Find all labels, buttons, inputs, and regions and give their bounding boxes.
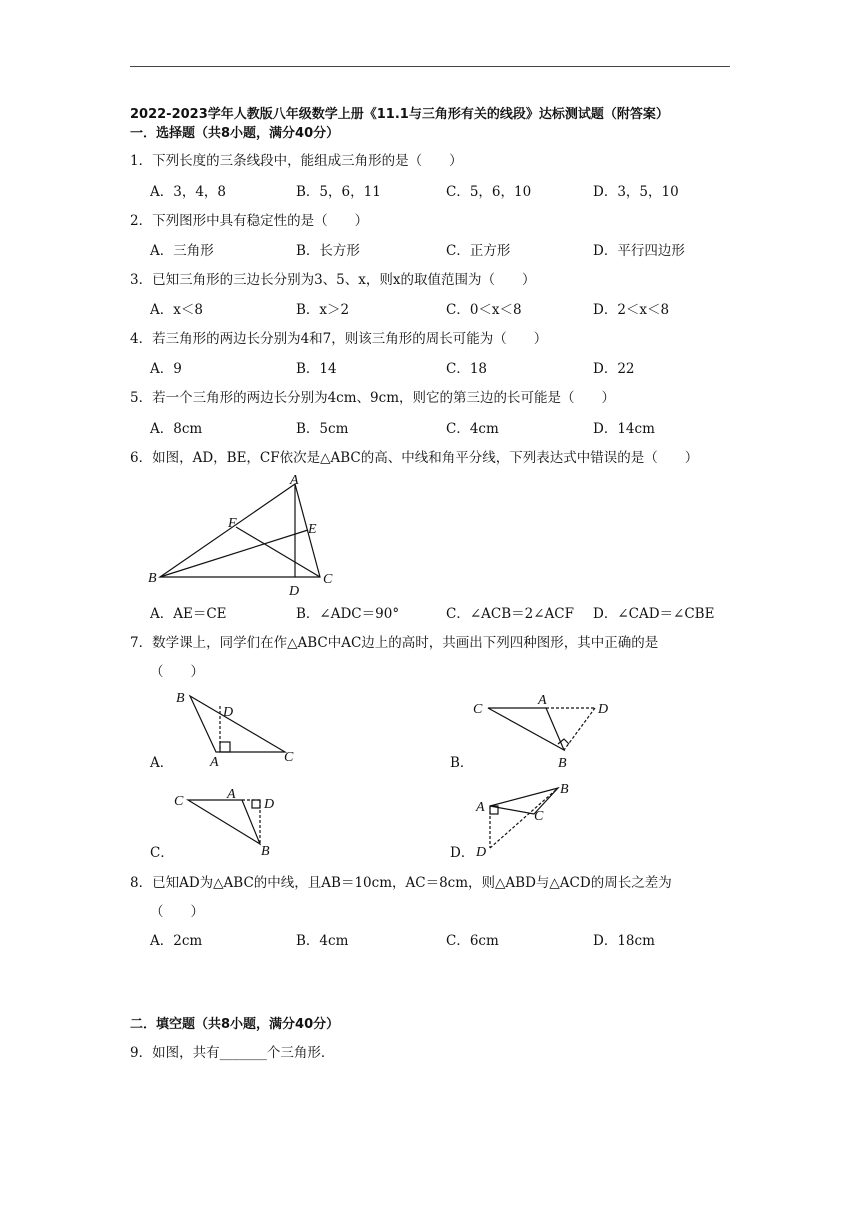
- label-f: F: [228, 516, 237, 531]
- question-8-option-b: B．4cm: [296, 933, 349, 949]
- label-d: D: [476, 845, 487, 860]
- label-a: A: [210, 755, 219, 768]
- question-6-option-a: A．AE＝CE: [150, 606, 227, 622]
- question-7-stem-cont: （ ）: [150, 664, 204, 680]
- label-c: C: [323, 572, 333, 587]
- label-a: A: [538, 693, 547, 708]
- question-1-option-b: B．5，6，11: [296, 184, 381, 200]
- label-b: B: [558, 756, 567, 770]
- question-7-option-a: A．: [150, 755, 174, 771]
- label-b: B: [148, 571, 157, 586]
- question-8-stem: 8．已知AD为△ABC的中线，且AB＝10cm，AC＝8cm，则△ABD与△ACD的周长之差为: [130, 875, 672, 891]
- question-4-option-b: B．14: [296, 361, 337, 377]
- question-8-stem-cont: （ ）: [150, 904, 204, 920]
- question-1-option-c: C．5，6，10: [446, 184, 532, 200]
- page-title: 2022-2023学年人教版八年级数学上册《11.1与三角形有关的线段》达标测试题（附答案）: [130, 107, 669, 122]
- question-1-option-a: A．3，4，8: [150, 184, 227, 200]
- question-5-option-d: D．14cm: [593, 421, 655, 437]
- label-d: D: [223, 705, 234, 720]
- question-3-option-b: B．x＞2: [296, 302, 350, 318]
- question-8-option-d: D．18cm: [593, 933, 655, 949]
- question-1-stem: 1．下列长度的三条线段中，能组成三角形的是（ ）: [130, 153, 463, 169]
- question-3-stem: 3．已知三角形的三边长分别为3、5、x，则x的取值范围为（ ）: [130, 272, 536, 288]
- question-8-option-a: A．2cm: [150, 933, 203, 949]
- question-8-option-c: C．6cm: [446, 933, 499, 949]
- question-2-option-d: D．平行四边形: [593, 243, 685, 259]
- section-heading-fill: 二．填空题（共8小题，满分40分）: [130, 1017, 340, 1032]
- label-a: A: [476, 800, 485, 815]
- label-b: B: [560, 782, 569, 797]
- label-b: B: [176, 691, 185, 706]
- question-5-option-a: A．8cm: [150, 421, 203, 437]
- label-b: B: [261, 844, 270, 858]
- question-2-option-c: C．正方形: [446, 243, 511, 259]
- label-c: C: [534, 809, 544, 824]
- label-d: D: [598, 702, 609, 717]
- label-c: C: [473, 702, 483, 717]
- question-5-option-b: B．5cm: [296, 421, 349, 437]
- option-a-figure: [170, 686, 310, 768]
- question-4-option-d: D．22: [593, 361, 635, 377]
- median-be: [160, 530, 308, 577]
- question-9-stem: 9．如图，共有_______个三角形．: [130, 1045, 335, 1061]
- question-5-stem: 5．若一个三角形的两边长分别为4cm、9cm，则它的第三边的长可能是（ ）: [130, 390, 615, 406]
- option-c-figure: [172, 786, 292, 858]
- label-d: D: [264, 797, 275, 812]
- question-7-stem: 7．数学课上，同学们在作△ABC中AC边上的高时，共画出下列四种图形，其中正确的是: [130, 635, 659, 651]
- option-d-figure: [472, 778, 592, 862]
- question-2-option-a: A．三角形: [150, 243, 214, 259]
- label-a: A: [227, 787, 236, 802]
- question-3-option-d: D．2＜x＜8: [593, 302, 670, 318]
- question-6-option-c: C．∠ACB＝2∠ACF: [446, 606, 574, 622]
- question-5-option-c: C．4cm: [446, 421, 499, 437]
- option-b-figure: [470, 688, 630, 770]
- question-6-option-b: B．∠ADC＝90°: [296, 606, 400, 622]
- question-3-option-a: A．x＜8: [150, 302, 203, 318]
- header-rule: [130, 66, 730, 67]
- question-3-option-c: C．0＜x＜8: [446, 302, 522, 318]
- label-d: D: [289, 584, 300, 599]
- question-2-option-b: B．长方形: [296, 243, 360, 259]
- question-7-option-d: D．: [450, 845, 475, 861]
- question-4-option-a: A．9: [150, 361, 182, 377]
- label-c: C: [284, 750, 294, 765]
- question-7-option-b: B．: [450, 755, 474, 771]
- question-7-option-c: C．: [150, 845, 174, 861]
- question-2-stem: 2．下列图形中具有稳定性的是（ ）: [130, 213, 369, 229]
- triangle-abc-figure: [140, 472, 340, 600]
- question-1-option-d: D．3，5，10: [593, 184, 679, 200]
- label-c: C: [174, 794, 184, 809]
- question-6-stem: 6．如图，AD，BE，CF依次是△ABC的高、中线和角平分线，下列表达式中错误的是（ ）: [130, 450, 699, 466]
- question-6-option-d: D．∠CAD＝∠CBE: [593, 606, 715, 622]
- section-heading-choice: 一．选择题（共8小题，满分40分）: [130, 126, 340, 141]
- question-4-stem: 4．若三角形的两边长分别为4和7，则该三角形的周长可能为（ ）: [130, 331, 548, 347]
- label-e: E: [308, 522, 317, 537]
- question-4-option-c: C．18: [446, 361, 488, 377]
- label-a: A: [290, 473, 299, 488]
